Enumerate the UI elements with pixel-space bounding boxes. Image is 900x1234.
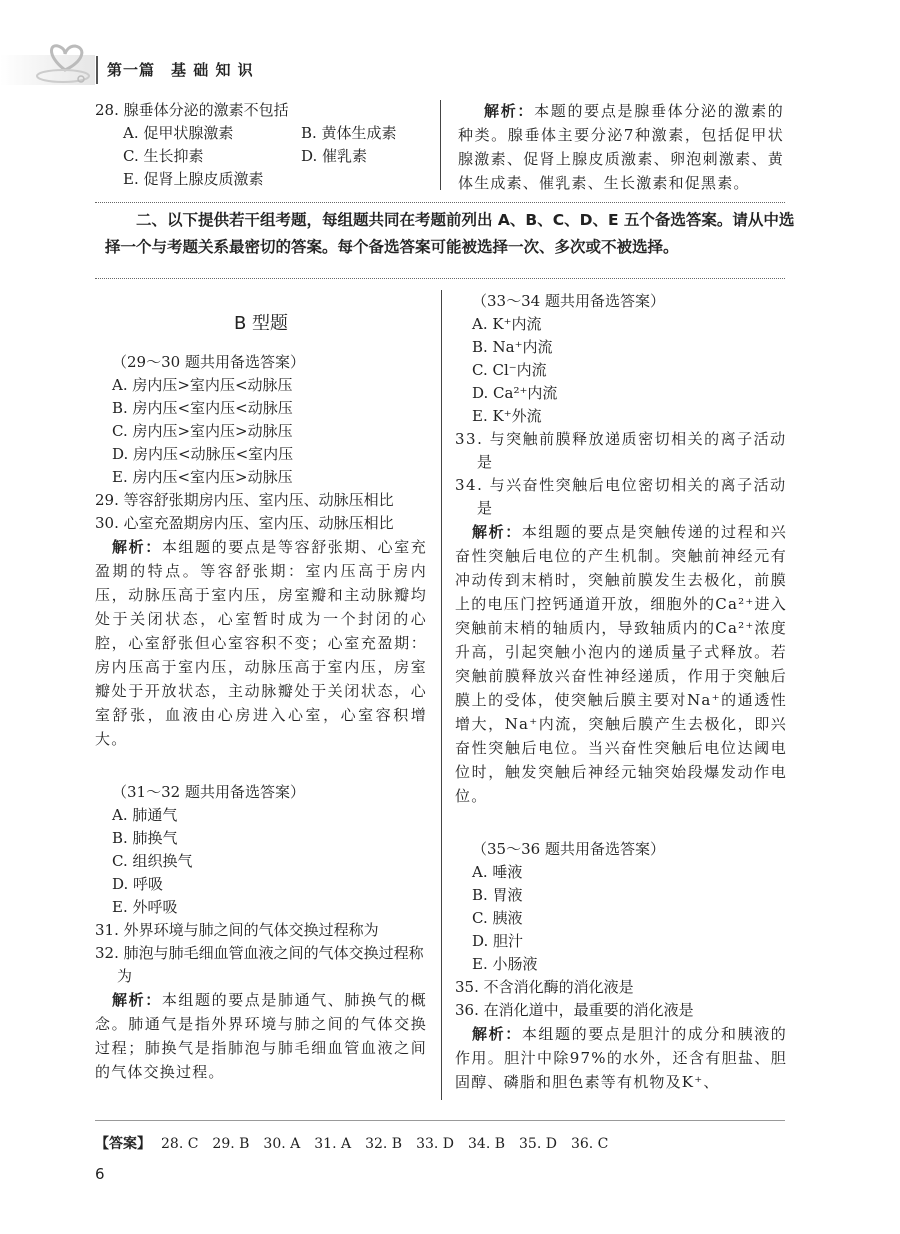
explanation-text: 本组题的要点是胆汁的成分和胰液的作用。胆汁中除97%的水外，还含有胆盐、胆固醇、磷脂和胆色素等有机物及K⁺、 — [455, 1025, 788, 1091]
option-d: D. Ca²⁺内流 — [472, 384, 558, 402]
group-header: （35～36 题共用备选答案） — [472, 840, 665, 858]
option-c: C. 房内压>室内压>动脉压 — [112, 422, 293, 440]
explanation-label: 解析： — [112, 538, 162, 556]
explanation-text: 本组题的要点是突触传递的过程和兴奋性突触后电位的产生机制。突触前神经元有冲动传到末梢时，突触前膜发生去极化，前膜上的电压门控钙通道开放，细胞外的Ca²⁺进入突触前末梢的轴质内，导致轴质内的Ca²⁺浓度升高，引起突触小泡内的递质量子式释放。若突触前膜释放兴奋性神经递质，作用于突触后膜上的受体，使突触后膜主要对Na⁺的通透性增大，Na⁺内流，突触后膜产生去极化，即兴奋性突触后电位。当兴奋性突触后电位达阈电位时，触发突触后神经元轴突始段爆发动作电位。 — [455, 523, 788, 805]
option-c: C. 生长抑素 — [123, 147, 204, 165]
explanation-text: 本组题的要点是肺通气、肺换气的概念。肺通气是指外界环境与肺之间的气体交换过程；肺换气是指肺泡与肺毛细血管血液之间的气体交换过程。 — [95, 991, 428, 1081]
question-stem-emphasis: 不含 — [483, 978, 514, 996]
question-32: 32. 肺泡与肺毛细血管血液之间的气体交换过程称为 — [95, 944, 424, 985]
option-b: B. 肺换气 — [112, 829, 178, 847]
group-header: （31～32 题共用备选答案） — [112, 783, 305, 801]
section-separator — [95, 278, 785, 279]
question-30: 30. 心室充盈期房内压、室内压、动脉压相比 — [95, 514, 394, 532]
option-d: D. 催乳素 — [301, 147, 368, 165]
explanation-label: 解析： — [472, 1025, 522, 1043]
option-e: E. 房内压<室内压>动脉压 — [112, 468, 293, 486]
option-a: A. K⁺内流 — [472, 315, 542, 333]
left-column — [95, 308, 427, 1084]
question-31: 31. 外界环境与肺之间的气体交换过程称为 — [95, 921, 379, 939]
question-35 — [455, 976, 787, 999]
option-d: D. 房内压<动脉压<室内压 — [112, 445, 294, 463]
question-28 — [95, 99, 435, 191]
option-d: D. 呼吸 — [112, 875, 164, 893]
option-c: C. 组织换气 — [112, 852, 193, 870]
explanation-text: 本组题的要点是等容舒张期、心室充盈期的特点。等容舒张期：室内压高于房内压，动脉压高于室内压，房室瓣和主动脉瓣均处于关闭状态，心室暂时成为一个封闭的心腔，心室舒张但心室容积不变；心室充盈期：房内压高于室内压，动脉压高于室内压，房室瓣处于开放状态，主动脉瓣处于关闭状态，心室舒张，血液由心房进入心室，心室容积增大。 — [95, 538, 428, 748]
option-b: B. 黄体生成素 — [301, 124, 397, 142]
header-divider — [96, 56, 98, 84]
footer-divider — [95, 1120, 785, 1121]
option-b: B. 房内压<室内压<动脉压 — [112, 399, 293, 417]
chapter-title: 第一篇 基 础 知 识 — [107, 61, 254, 79]
answer-key-values: 28. C 29. B 30. A 31. A 32. B 33. D 34. B 35. D 36. C — [161, 1136, 609, 1152]
option-c: C. Cl⁻内流 — [472, 361, 547, 379]
logo-icon — [35, 40, 95, 85]
section-title: B 型题 — [233, 313, 289, 334]
column-divider — [440, 100, 441, 190]
question-number: 35. — [455, 978, 484, 996]
question-36: 36. 在消化道中，最重要的消化液是 — [455, 1001, 694, 1019]
option-a: A. 肺通气 — [112, 806, 178, 824]
option-e: E. K⁺外流 — [472, 407, 542, 425]
question-34: 34. 与兴奋性突触后电位密切相关的离子活动是 — [455, 476, 787, 517]
explanation-label: 解析： — [472, 523, 522, 541]
option-e: E. 促肾上腺皮质激素 — [123, 170, 264, 188]
question-stem: 消化酶的消化液是 — [513, 978, 634, 996]
option-e: E. 小肠液 — [472, 955, 538, 973]
page-number: 6 — [95, 1165, 105, 1183]
explanation-label: 解析： — [484, 102, 535, 120]
section-separator — [95, 202, 785, 203]
question-29: 29. 等容舒张期房内压、室内压、动脉压相比 — [95, 491, 394, 509]
option-a: A. 促甲状腺激素 — [123, 124, 234, 142]
group-header: （33～34 题共用备选答案） — [472, 292, 665, 310]
group-header: （29～30 题共用备选答案） — [112, 353, 305, 371]
explanation-label: 解析： — [112, 991, 162, 1009]
section-instructions: 二、以下提供若干组考题，每组题共同在考题前列出 A、B、C、D、E 五个备选答案。请从中选择一个与考题关系最密切的答案。每个备选答案可能被选择一次、多次或不被选择。 — [105, 211, 795, 256]
column-divider — [441, 290, 442, 1100]
option-a: A. 房内压>室内压<动脉压 — [112, 376, 293, 394]
question-stem-emphasis: 不包括 — [243, 101, 289, 119]
question-stem: 28. 腺垂体分泌的激素 — [95, 101, 244, 119]
question-28-explanation — [458, 99, 784, 195]
option-d: D. 胆汁 — [472, 932, 524, 950]
explanation-text: 本题的要点是腺垂体分泌的激素的种类。腺垂体主要分泌7种激素，包括促甲状腺激素、促肾上腺皮质激素、卵泡刺激素、黄体生成素、催乳素、生长激素和促黑素。 — [458, 102, 784, 192]
answer-key — [95, 1133, 608, 1153]
option-b: B. 胃液 — [472, 886, 523, 904]
question-33: 33. 与突触前膜释放递质密切相关的离子活动是 — [455, 430, 787, 471]
right-column — [455, 290, 787, 1094]
option-e: E. 外呼吸 — [112, 898, 178, 916]
option-a: A. 唾液 — [472, 863, 523, 881]
option-c: C. 胰液 — [472, 909, 523, 927]
option-b: B. Na⁺内流 — [472, 338, 553, 356]
answer-key-label: 【答案】 — [95, 1136, 151, 1152]
